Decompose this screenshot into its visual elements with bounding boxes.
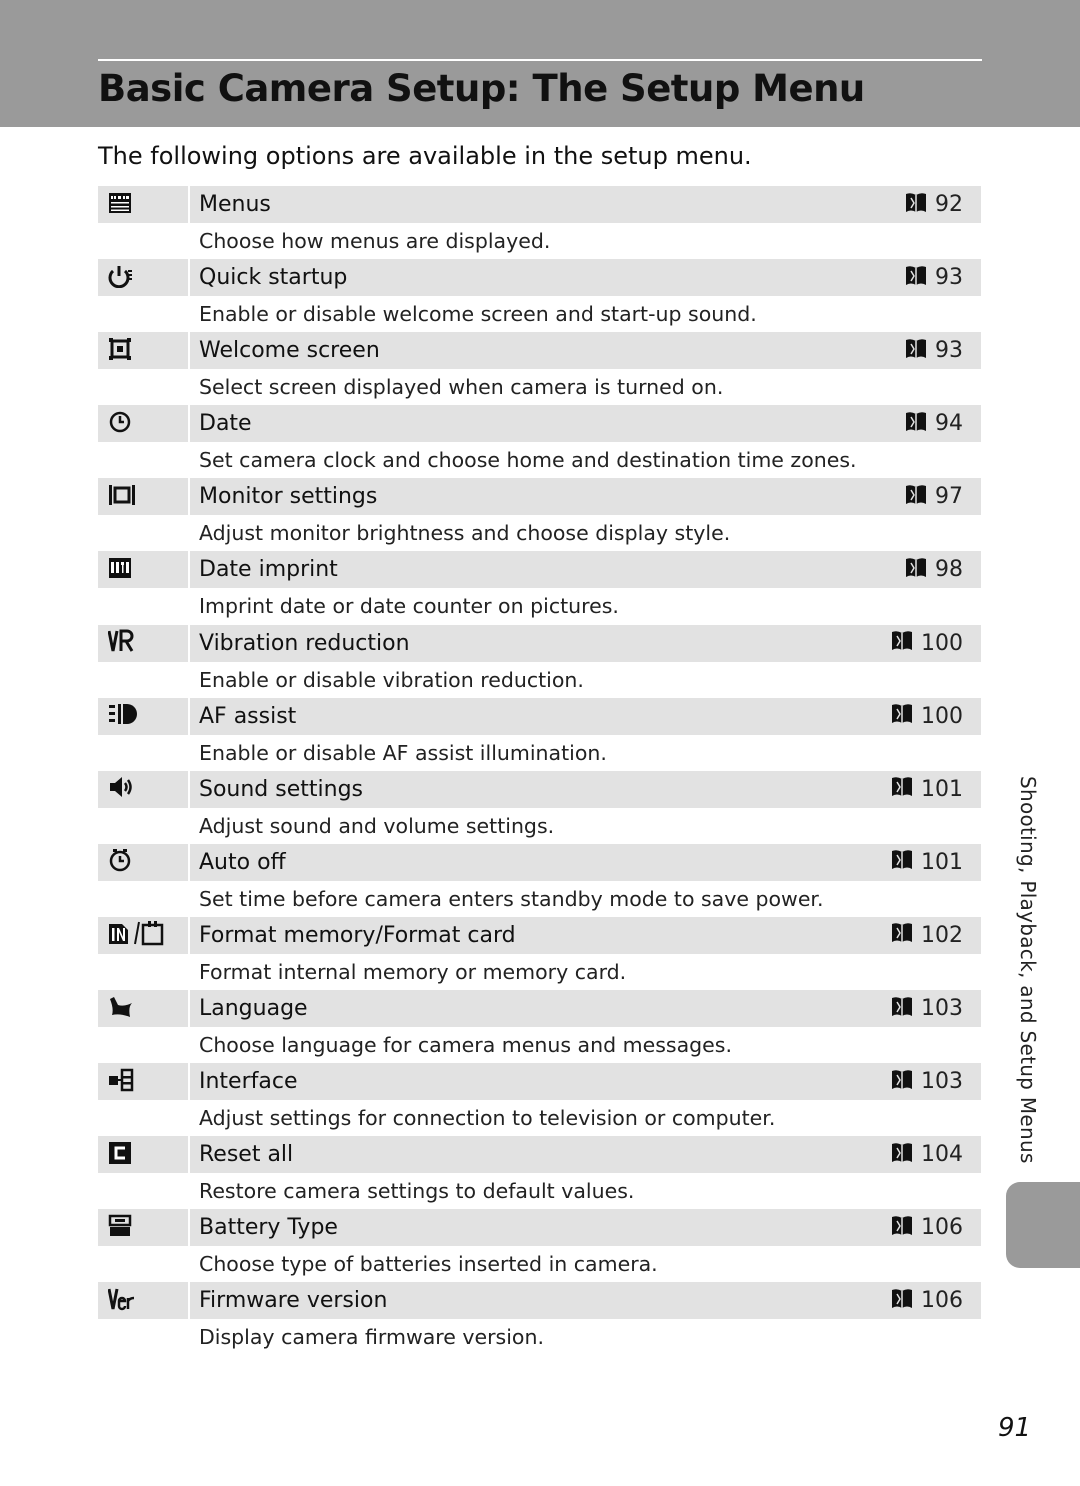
vibration-reduction-icon bbox=[108, 629, 134, 657]
sound-settings-icon bbox=[108, 775, 136, 803]
menu-entry bbox=[98, 478, 981, 551]
menu-entry bbox=[98, 771, 981, 844]
page-reference-number: 100 bbox=[921, 703, 963, 729]
page-reference-number: 106 bbox=[921, 1288, 963, 1314]
welcome-screen-icon bbox=[108, 337, 132, 365]
page-reference-number: 93 bbox=[935, 265, 963, 291]
menu-item-description: Imprint date or date counter on pictures. bbox=[199, 594, 619, 619]
menu-row bbox=[98, 771, 981, 808]
page-title: Basic Camera Setup: The Setup Menu bbox=[98, 67, 865, 110]
page-reference-icon bbox=[905, 337, 927, 365]
icon-cell bbox=[98, 1282, 188, 1319]
menu-item-name: Format memory/Format card bbox=[199, 922, 516, 948]
page-reference-icon bbox=[905, 410, 927, 438]
menu-row bbox=[98, 625, 981, 662]
page-reference-number: 94 bbox=[935, 411, 963, 437]
menu-row bbox=[98, 1209, 981, 1246]
column-divider bbox=[188, 844, 190, 881]
page-reference bbox=[891, 771, 963, 808]
page-reference-icon bbox=[891, 848, 913, 876]
menu-item-description: Set time before camera enters standby mode to save power. bbox=[199, 886, 824, 911]
page-reference bbox=[905, 259, 963, 296]
icon-cell bbox=[98, 186, 188, 223]
menu-entry bbox=[98, 917, 981, 990]
menu-entry bbox=[98, 1209, 981, 1282]
page-reference bbox=[905, 551, 963, 588]
menu-entry bbox=[98, 990, 981, 1063]
menu-item-name: Monitor settings bbox=[199, 484, 378, 510]
page-reference bbox=[891, 917, 963, 954]
page-reference-number: 98 bbox=[935, 557, 963, 583]
page-number: 91 bbox=[998, 1413, 1032, 1443]
menu-row bbox=[98, 405, 981, 442]
icon-cell bbox=[98, 1209, 188, 1246]
page-reference-number: 103 bbox=[921, 996, 963, 1022]
page-reference bbox=[905, 332, 963, 369]
date-icon bbox=[108, 410, 132, 438]
menu-entry bbox=[98, 259, 981, 332]
menu-item-description: Choose language for camera menus and messages. bbox=[199, 1033, 732, 1058]
side-section-label: Shooting, Playback, and Setup Menus bbox=[1016, 776, 1040, 1164]
column-divider bbox=[188, 698, 190, 735]
page-reference-icon bbox=[891, 629, 913, 657]
menu-entry bbox=[98, 551, 981, 624]
page-reference bbox=[905, 186, 963, 223]
column-divider bbox=[188, 332, 190, 369]
page-reference-number: 104 bbox=[921, 1142, 963, 1168]
menu-entry bbox=[98, 1063, 981, 1136]
page-reference-icon bbox=[891, 995, 913, 1023]
menus-icon bbox=[108, 192, 132, 218]
menu-item-name: Date imprint bbox=[199, 557, 338, 583]
page-reference-icon bbox=[905, 264, 927, 292]
column-divider bbox=[188, 551, 190, 588]
page-reference bbox=[891, 1282, 963, 1319]
page-reference bbox=[891, 1136, 963, 1173]
page-reference bbox=[891, 844, 963, 881]
column-divider bbox=[188, 1063, 190, 1100]
menu-row bbox=[98, 478, 981, 515]
menu-item-description: Format internal memory or memory card. bbox=[199, 959, 627, 984]
menu-entry bbox=[98, 1136, 981, 1209]
page-reference-icon bbox=[891, 775, 913, 803]
page-reference-icon bbox=[891, 1068, 913, 1096]
page-reference-icon bbox=[905, 191, 927, 219]
icon-cell bbox=[98, 405, 188, 442]
menu-row bbox=[98, 551, 981, 588]
menu-item-name: Language bbox=[199, 996, 308, 1022]
page-reference-number: 102 bbox=[921, 922, 963, 948]
menu-row bbox=[98, 1282, 981, 1319]
page-reference bbox=[891, 1063, 963, 1100]
menu-row bbox=[98, 698, 981, 735]
menu-item-description: Adjust monitor brightness and choose display style. bbox=[199, 521, 731, 546]
header-rule bbox=[98, 59, 982, 61]
menu-item-description: Enable or disable AF assist illumination. bbox=[199, 740, 607, 765]
icon-cell bbox=[98, 478, 188, 515]
monitor-settings-icon bbox=[108, 483, 136, 511]
battery-type-icon bbox=[108, 1214, 132, 1242]
menu-row bbox=[98, 186, 981, 223]
language-icon bbox=[108, 995, 134, 1023]
page-reference-icon bbox=[891, 1214, 913, 1242]
icon-cell bbox=[98, 1136, 188, 1173]
column-divider bbox=[188, 625, 190, 662]
column-divider bbox=[188, 771, 190, 808]
column-divider bbox=[188, 259, 190, 296]
af-assist-icon bbox=[108, 702, 138, 730]
column-divider bbox=[188, 1209, 190, 1246]
column-divider bbox=[188, 990, 190, 1027]
page-reference-number: 97 bbox=[935, 484, 963, 510]
icon-cell bbox=[98, 551, 188, 588]
icon-cell bbox=[98, 917, 188, 954]
page-reference-number: 106 bbox=[921, 1215, 963, 1241]
icon-cell bbox=[98, 771, 188, 808]
page-reference-icon bbox=[891, 1287, 913, 1315]
page-reference bbox=[891, 625, 963, 662]
menu-item-name: AF assist bbox=[199, 703, 297, 729]
menu-item-description: Restore camera settings to default values. bbox=[199, 1179, 635, 1204]
column-divider bbox=[188, 1136, 190, 1173]
menu-entry bbox=[98, 844, 981, 917]
menu-item-description: Enable or disable welcome screen and start-up sound. bbox=[199, 302, 757, 327]
column-divider bbox=[188, 1282, 190, 1319]
icon-cell bbox=[98, 259, 188, 296]
page-reference bbox=[891, 990, 963, 1027]
page-reference-icon bbox=[905, 556, 927, 584]
column-divider bbox=[188, 405, 190, 442]
interface-icon bbox=[108, 1068, 134, 1096]
icon-cell bbox=[98, 1063, 188, 1100]
page-reference bbox=[905, 478, 963, 515]
page-reference bbox=[891, 698, 963, 735]
column-divider bbox=[188, 478, 190, 515]
menu-item-description: Adjust sound and volume settings. bbox=[199, 813, 555, 838]
menu-item-description: Choose type of batteries inserted in camera. bbox=[199, 1252, 658, 1277]
menu-entry bbox=[98, 332, 981, 405]
menu-item-name: Vibration reduction bbox=[199, 630, 410, 656]
menu-row bbox=[98, 990, 981, 1027]
menu-entry bbox=[98, 405, 981, 478]
quick-startup-icon bbox=[108, 264, 134, 292]
menu-item-name: Quick startup bbox=[199, 265, 348, 291]
side-tab bbox=[1006, 1182, 1080, 1268]
setup-menu-table bbox=[98, 186, 981, 1356]
page-reference-icon bbox=[905, 483, 927, 511]
menu-entry bbox=[98, 698, 981, 771]
menu-row bbox=[98, 332, 981, 369]
reset-all-icon bbox=[108, 1141, 132, 1169]
menu-entry bbox=[98, 625, 981, 698]
icon-cell bbox=[98, 990, 188, 1027]
page-reference-icon bbox=[891, 1141, 913, 1169]
menu-entry bbox=[98, 186, 981, 259]
menu-item-description: Set camera clock and choose home and destination time zones. bbox=[199, 448, 857, 473]
icon-cell bbox=[98, 625, 188, 662]
menu-item-name: Firmware version bbox=[199, 1288, 388, 1314]
column-divider bbox=[188, 186, 190, 223]
menu-row bbox=[98, 259, 981, 296]
auto-off-icon bbox=[108, 848, 132, 876]
menu-row bbox=[98, 844, 981, 881]
menu-item-name: Battery Type bbox=[199, 1215, 338, 1241]
page-reference-number: 100 bbox=[921, 630, 963, 656]
menu-item-description: Display camera firmware version. bbox=[199, 1325, 544, 1350]
page-reference-number: 103 bbox=[921, 1069, 963, 1095]
menu-entry bbox=[98, 1282, 981, 1355]
icon-cell bbox=[98, 332, 188, 369]
menu-item-description: Enable or disable vibration reduction. bbox=[199, 667, 584, 692]
page-reference bbox=[905, 405, 963, 442]
intro-text: The following options are available in the setup menu. bbox=[98, 142, 752, 170]
page-reference-number: 101 bbox=[921, 776, 963, 802]
page-reference-number: 92 bbox=[935, 192, 963, 217]
menu-row bbox=[98, 1063, 981, 1100]
menu-item-name: Interface bbox=[199, 1069, 298, 1095]
page-reference-icon bbox=[891, 921, 913, 949]
firmware-version-icon bbox=[108, 1287, 136, 1315]
format-icon bbox=[108, 920, 164, 950]
menu-item-name: Menus bbox=[199, 192, 271, 217]
menu-item-description: Choose how menus are displayed. bbox=[199, 229, 551, 253]
menu-item-description: Adjust settings for connection to television or computer. bbox=[199, 1106, 776, 1131]
menu-item-name: Reset all bbox=[199, 1142, 294, 1168]
page-reference-number: 101 bbox=[921, 849, 963, 875]
page-reference bbox=[891, 1209, 963, 1246]
menu-item-name: Welcome screen bbox=[199, 338, 380, 364]
page-reference-icon bbox=[891, 702, 913, 730]
menu-row bbox=[98, 917, 981, 954]
menu-item-name: Auto off bbox=[199, 849, 286, 875]
menu-row bbox=[98, 1136, 981, 1173]
menu-item-description: Select screen displayed when camera is turned on. bbox=[199, 375, 724, 400]
date-imprint-icon bbox=[108, 557, 132, 583]
icon-cell bbox=[98, 698, 188, 735]
menu-item-name: Sound settings bbox=[199, 776, 364, 802]
column-divider bbox=[188, 917, 190, 954]
menu-item-name: Date bbox=[199, 411, 252, 437]
icon-cell bbox=[98, 844, 188, 881]
page-reference-number: 93 bbox=[935, 338, 963, 364]
